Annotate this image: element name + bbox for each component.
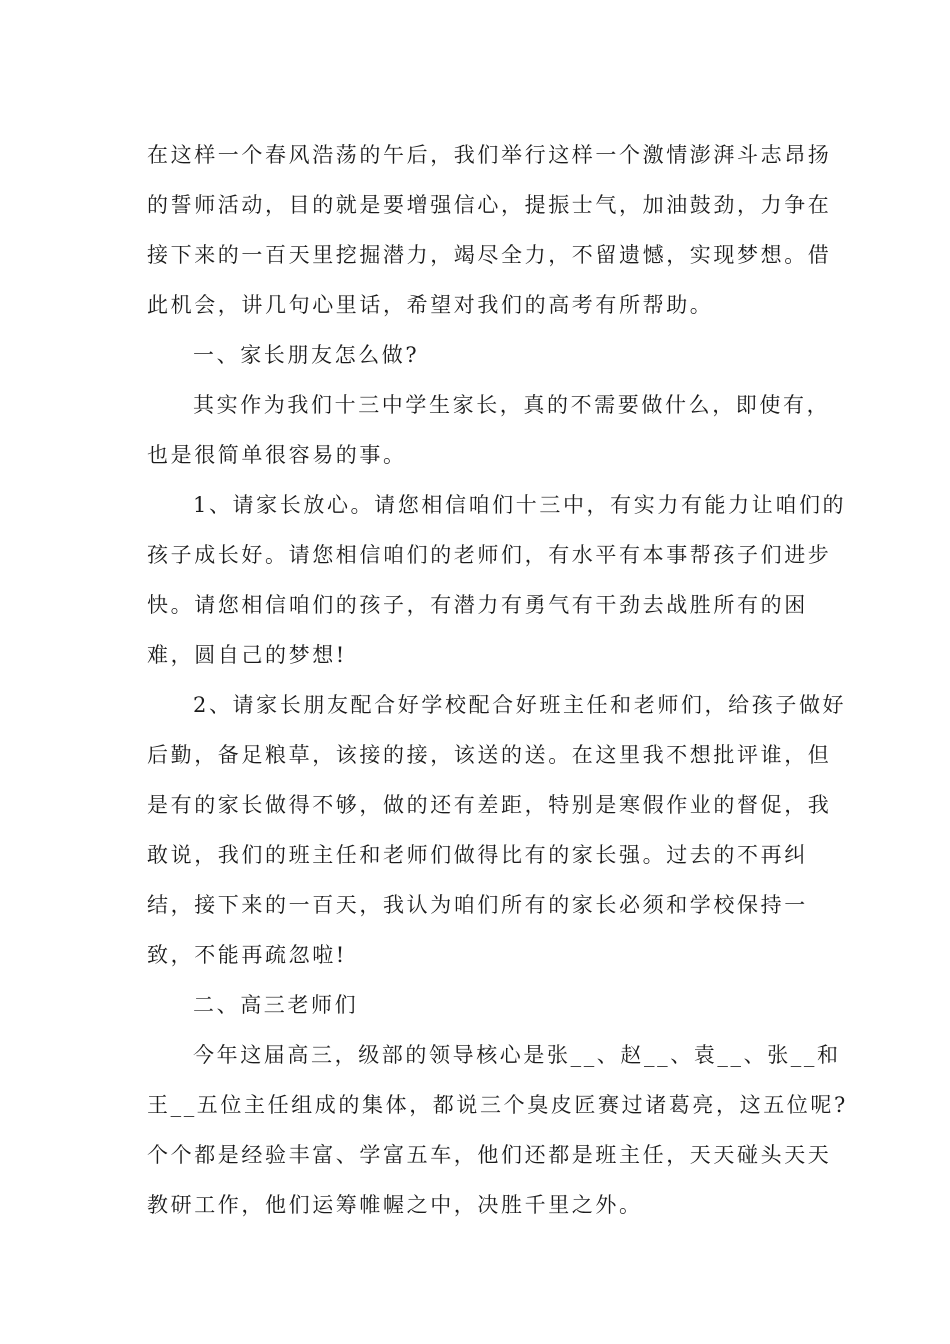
text-line: 后勤，备足粮草，该接的接，该送的送。在这里我不想批评谁，但 bbox=[147, 743, 832, 767]
text-line: 1、请家长放心。请您相信咱们十三中，有实力有能力让咱们的 bbox=[193, 493, 847, 517]
text-line: 结，接下来的一百天，我认为咱们所有的家长必须和学校保持一 bbox=[147, 893, 808, 917]
text-line: 王__五位主任组成的集体，都说三个臭皮匠赛过诸葛亮，这五位呢? bbox=[147, 1093, 848, 1117]
text-line: 个个都是经验丰富、学富五车，他们还都是班主任，天天碰头天天 bbox=[147, 1143, 832, 1167]
text-line: 孩子成长好。请您相信咱们的老师们，有水平有本事帮孩子们进步 bbox=[147, 543, 832, 567]
text-line: 今年这届高三，级部的领导核心是张__、赵__、袁__、张__和 bbox=[193, 1043, 841, 1067]
text-line: 的誓师活动，目的就是要增强信心，提振士气，加油鼓劲，力争在 bbox=[147, 193, 832, 217]
text-line: 2、请家长朋友配合好学校配合好班主任和老师们，给孩子做好 bbox=[193, 693, 847, 717]
text-line: 是有的家长做得不够，做的还有差距，特别是寒假作业的督促，我 bbox=[147, 793, 832, 817]
text-line: 致，不能再疏忽啦! bbox=[147, 943, 347, 967]
text-line: 在这样一个春风浩荡的午后，我们举行这样一个激情澎湃斗志昂扬 bbox=[147, 143, 832, 167]
text-line: 难，圆自己的梦想! bbox=[147, 643, 347, 667]
text-line: 其实作为我们十三中学生家长，真的不需要做什么，即使有， bbox=[193, 393, 831, 417]
section-heading-parents: 一、家长朋友怎么做? bbox=[193, 343, 420, 367]
text-line: 快。请您相信咱们的孩子，有潜力有勇气有干劲去战胜所有的困 bbox=[147, 593, 808, 617]
section-heading-teachers: 二、高三老师们 bbox=[193, 993, 359, 1017]
text-line: 敢说，我们的班主任和老师们做得比有的家长强。过去的不再纠 bbox=[147, 843, 808, 867]
text-line: 教研工作，他们运筹帷幄之中，决胜千里之外。 bbox=[147, 1193, 643, 1217]
document-body bbox=[147, 130, 848, 1230]
text-line: 此机会，讲几句心里话，希望对我们的高考有所帮助。 bbox=[147, 293, 714, 317]
text-line: 接下来的一百天里挖掘潜力，竭尽全力，不留遗憾，实现梦想。借 bbox=[147, 243, 832, 267]
text-line: 也是很简单很容易的事。 bbox=[147, 443, 407, 467]
